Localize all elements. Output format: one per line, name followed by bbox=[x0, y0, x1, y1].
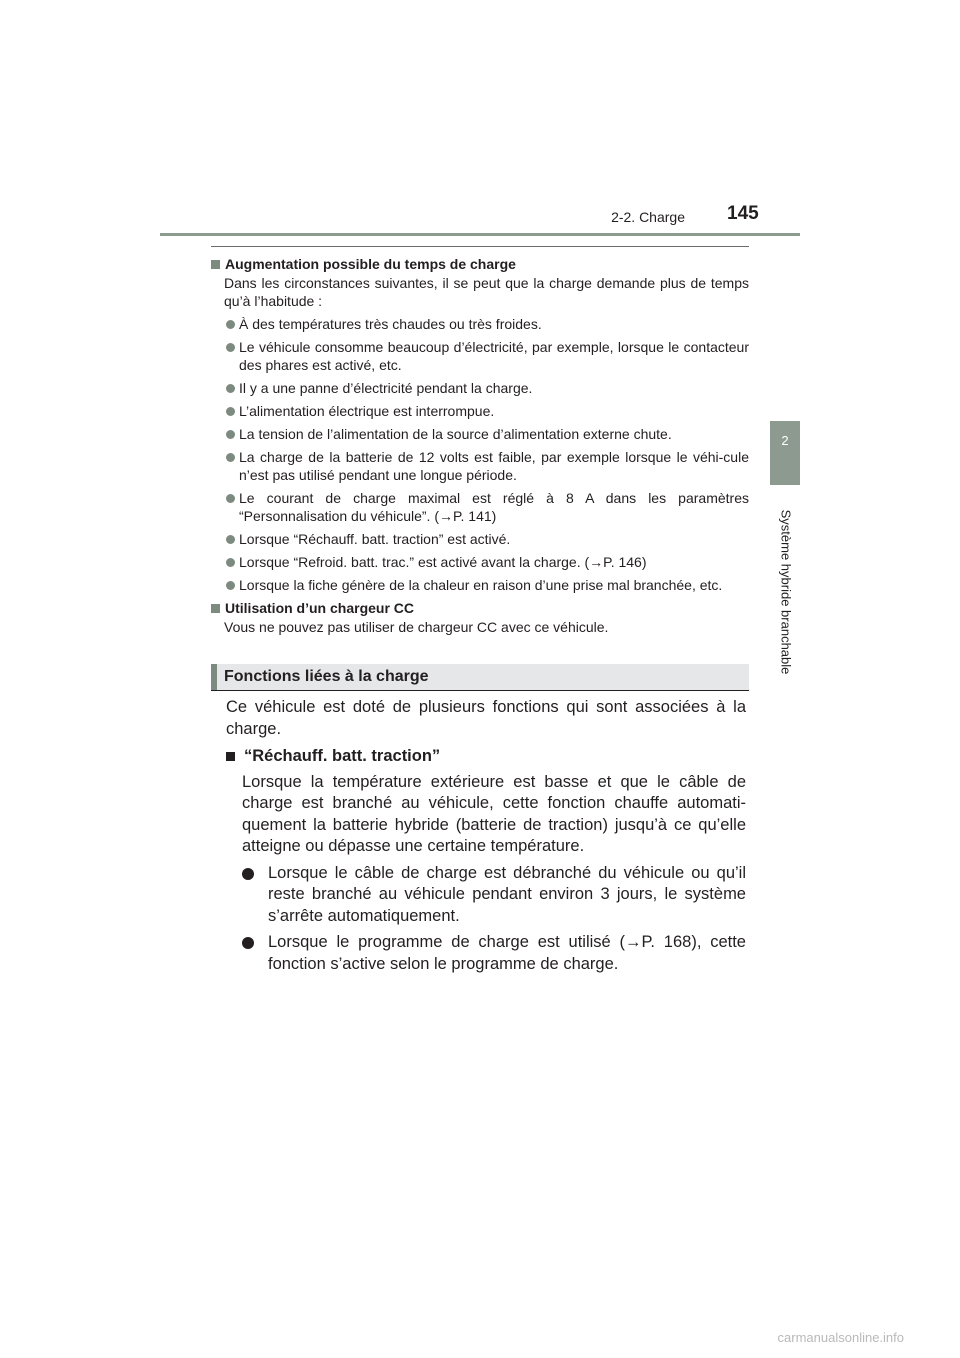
functions-intro: Ce véhicule est doté de plusieurs fonctions qui sont associées à la charge. bbox=[226, 698, 746, 738]
bullet-icon bbox=[226, 430, 235, 439]
functions-heading: Fonctions liées à la charge bbox=[224, 668, 429, 685]
bullet-icon bbox=[226, 581, 235, 590]
functions-body bbox=[226, 697, 746, 975]
list-item: La charge de la batterie de 12 volts est faible, par exemple lorsque le véhi-cule n’est pas utilisé pendant une longue période. bbox=[211, 448, 749, 484]
list-item: Lorsque “Refroid. batt. trac.” est activé avant la charge. (→P. 146) bbox=[211, 553, 749, 571]
list-item: Lorsque le programme de charge est utilisé (→P. 168), cette fonction s’active selon le programme de charge. bbox=[242, 932, 746, 975]
bullet-icon bbox=[226, 343, 235, 352]
list-item: La tension de l’alimentation de la source d’alimentation externe chute. bbox=[211, 425, 749, 443]
side-tab-chapter bbox=[770, 421, 800, 485]
list-item: Le véhicule consomme beaucoup d’électricité, par exemple, lorsque le contacteur des phares est activé, etc. bbox=[211, 338, 749, 374]
page-header bbox=[0, 0, 960, 240]
square-bullet-icon bbox=[211, 260, 220, 269]
section-title: Utilisation d’un chargeur CC bbox=[225, 600, 415, 616]
list-item: À des températures très chaudes ou très froides. bbox=[211, 315, 749, 333]
heading-accent bbox=[211, 664, 217, 690]
section-heading-dc-charger bbox=[211, 600, 749, 616]
bullet-icon bbox=[226, 494, 235, 503]
bullet-icon bbox=[226, 558, 235, 567]
bullet-icon bbox=[226, 407, 235, 416]
section-reference: 2-2. Charge bbox=[611, 209, 685, 225]
square-bullet-icon bbox=[211, 604, 220, 613]
bullet-icon bbox=[226, 535, 235, 544]
sub-rule bbox=[211, 246, 749, 247]
bullet-icon bbox=[242, 937, 254, 949]
list-item: Lorsque le câble de charge est débranché du véhicule ou qu’il reste branché au véhicule pendant environ 3 jours, le système s’arrête automatiquement. bbox=[242, 863, 746, 928]
list-item: L’alimentation électrique est interrompue. bbox=[211, 402, 749, 420]
notes-section bbox=[211, 252, 749, 636]
list-item: Il y a une panne d’électricité pendant la charge. bbox=[211, 379, 749, 397]
footer-watermark: carmanualsonline.info bbox=[777, 1330, 904, 1345]
functions-heading-bar bbox=[211, 664, 749, 691]
circumstances-list bbox=[211, 315, 749, 594]
bullet-icon bbox=[242, 868, 254, 880]
subheading-title: “Réchauff. batt. traction” bbox=[244, 747, 441, 765]
section-heading-charge-time bbox=[211, 256, 749, 272]
bullet-icon bbox=[226, 453, 235, 462]
bullet-icon bbox=[226, 320, 235, 329]
list-item: Lorsque la fiche génère de la chaleur en raison d’une prise mal branchée, etc. bbox=[211, 576, 749, 594]
section-title: Augmentation possible du temps de charge bbox=[225, 256, 516, 272]
header-rule bbox=[160, 233, 800, 236]
bullet-icon bbox=[226, 384, 235, 393]
subheading-battery-heating bbox=[226, 746, 746, 768]
section-intro: Dans les circonstances suivantes, il se peut que la charge demande plus de temps qu’à l’habitude : bbox=[224, 275, 749, 309]
section-text: Vous ne pouvez pas utiliser de chargeur CC avec ce véhicule. bbox=[224, 619, 609, 635]
side-tab-number: 2 bbox=[781, 433, 789, 448]
page-number: 145 bbox=[727, 203, 759, 224]
subheading-text: Lorsque la température extérieure est basse et que le câble de charge est branché au véhicule, cette fonction chauffe automati-quement la batterie hybride (batterie de traction) jusqu’à ce qu’elle atteigne ou dépasse une certaine température. bbox=[242, 772, 746, 855]
side-tab-label: Système hybride branchable bbox=[778, 509, 794, 675]
square-bullet-icon bbox=[226, 752, 235, 761]
function-notes-list bbox=[242, 863, 746, 976]
list-item: Lorsque “Réchauff. batt. traction” est activé. bbox=[211, 530, 749, 548]
list-item: Le courant de charge maximal est réglé à 8 A dans les paramètres “Personnalisation du véhicule”. (→P. 141) bbox=[211, 489, 749, 525]
